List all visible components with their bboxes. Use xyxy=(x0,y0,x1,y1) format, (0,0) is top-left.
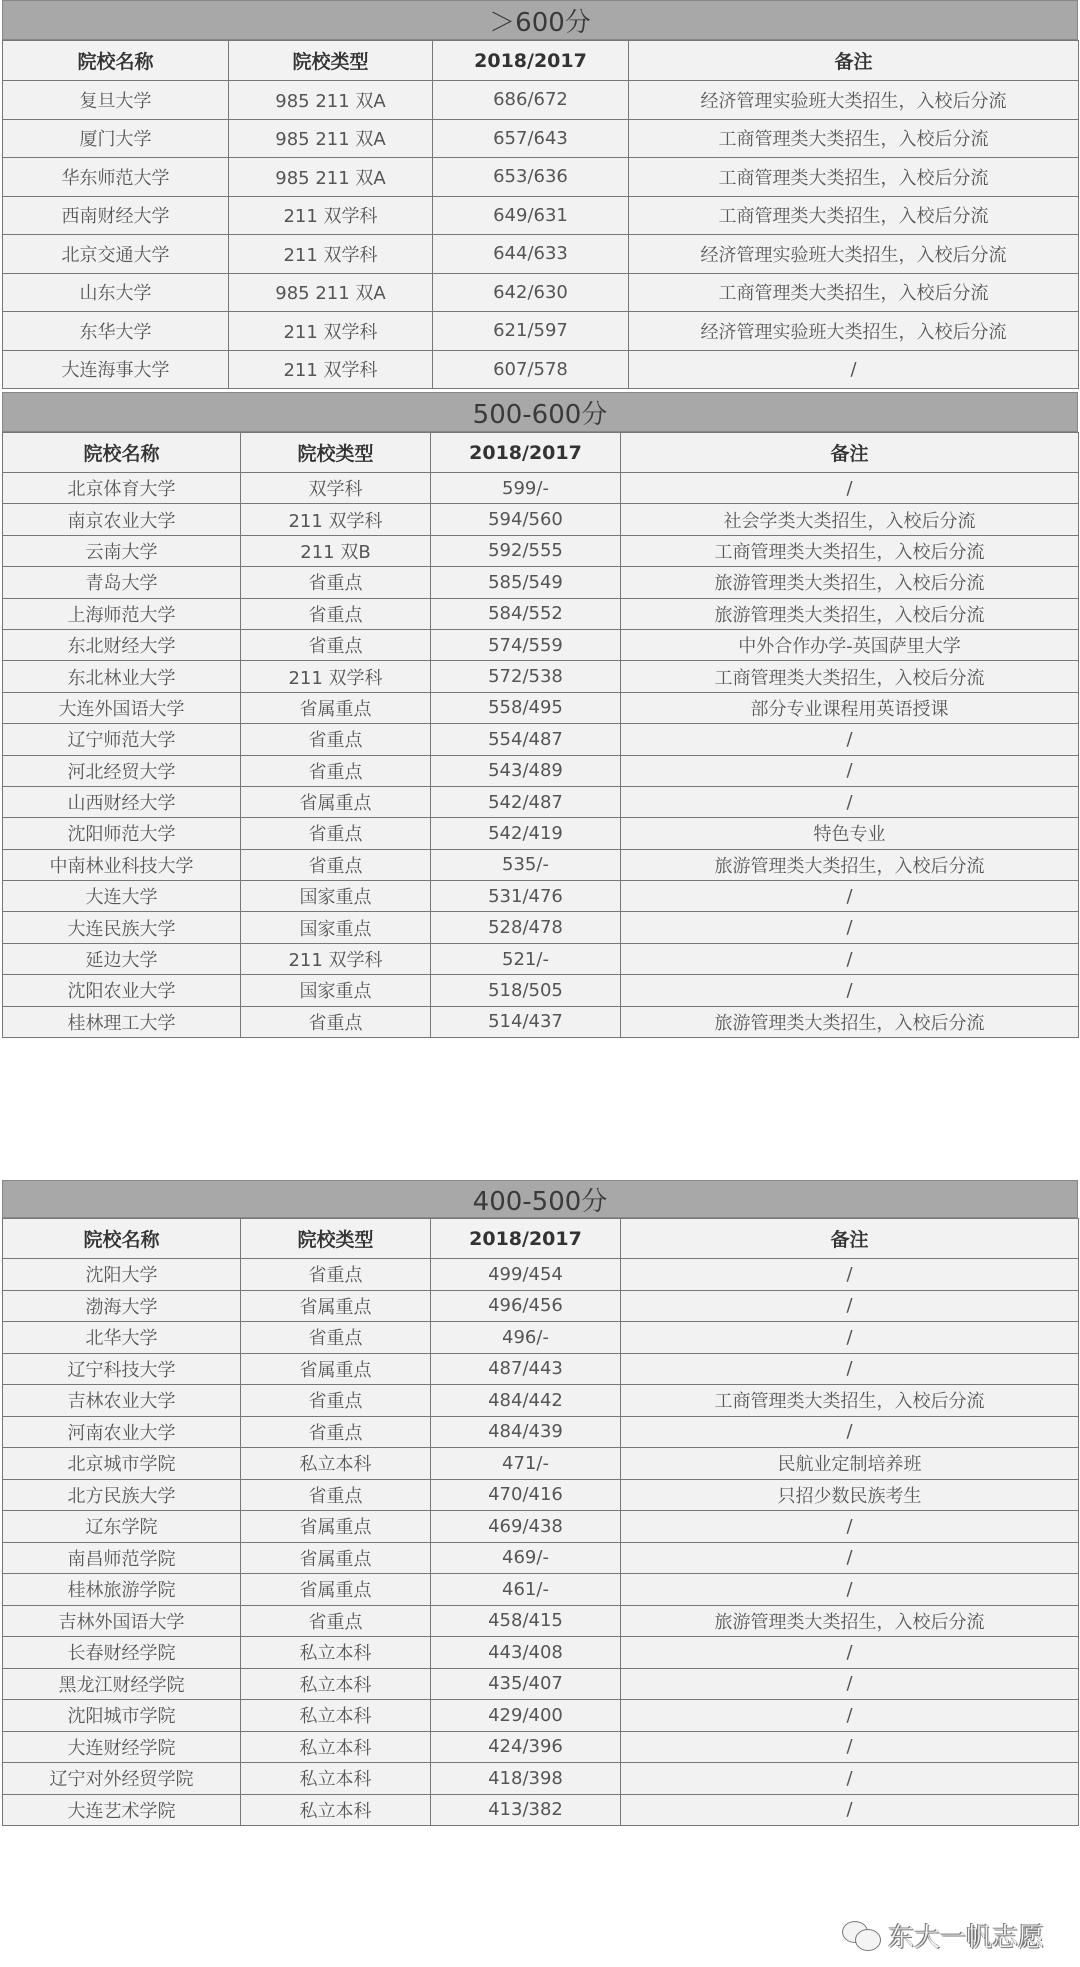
score-2018-2017: 594/560 xyxy=(431,504,621,535)
score-2018-2017: 542/419 xyxy=(431,818,621,849)
score-table xyxy=(2,432,1079,1038)
table-row xyxy=(3,1542,1079,1574)
school-name: 东华大学 xyxy=(3,312,229,351)
column-header-name: 院校名称 xyxy=(3,41,229,81)
column-header-type: 院校类型 xyxy=(241,433,431,473)
score-2018-2017: 657/643 xyxy=(433,119,629,158)
table-header-row xyxy=(3,1219,1079,1259)
school-name: 山东大学 xyxy=(3,273,229,312)
school-name: 沈阳师范大学 xyxy=(3,818,241,849)
school-name: 延边大学 xyxy=(3,943,241,974)
section-title: ＞600分 xyxy=(2,0,1078,40)
score-2018-2017: 531/476 xyxy=(431,881,621,912)
score-2018-2017: 607/578 xyxy=(433,350,629,389)
table-row xyxy=(3,975,1079,1006)
notes: / xyxy=(621,1668,1079,1700)
score-2018-2017: 514/437 xyxy=(431,1006,621,1037)
score-2018-2017: 554/487 xyxy=(431,724,621,755)
school-name: 青岛大学 xyxy=(3,567,241,598)
school-type: 省重点 xyxy=(241,724,431,755)
school-type: 国家重点 xyxy=(241,912,431,943)
score-2018-2017: 574/559 xyxy=(431,629,621,660)
notes: 旅游管理类大类招生，入校后分流 xyxy=(621,849,1079,880)
score-2018-2017: 443/408 xyxy=(431,1637,621,1669)
school-type: 211 双学科 xyxy=(241,943,431,974)
school-type: 双学科 xyxy=(241,473,431,504)
school-type: 省属重点 xyxy=(241,1511,431,1543)
school-type: 省属重点 xyxy=(241,692,431,723)
table-row xyxy=(3,1006,1079,1037)
notes: 工商管理类大类招生，入校后分流 xyxy=(629,119,1079,158)
school-type: 211 双学科 xyxy=(229,235,433,274)
table-row xyxy=(3,1794,1079,1826)
table-row xyxy=(3,849,1079,880)
score-table xyxy=(2,1218,1079,1826)
table-row xyxy=(3,535,1079,566)
score-2018-2017: 543/489 xyxy=(431,755,621,786)
section-500-600 xyxy=(2,392,1078,1038)
school-type: 211 双B xyxy=(241,535,431,566)
score-2018-2017: 471/- xyxy=(431,1448,621,1480)
table-row xyxy=(3,1763,1079,1795)
school-type: 985 211 双A xyxy=(229,273,433,312)
school-name: 河南农业大学 xyxy=(3,1416,241,1448)
school-name: 沈阳大学 xyxy=(3,1259,241,1291)
notes: 工商管理类大类招生，入校后分流 xyxy=(629,158,1079,197)
table-row xyxy=(3,786,1079,817)
school-name: 桂林理工大学 xyxy=(3,1006,241,1037)
table-row xyxy=(3,1700,1079,1732)
school-name: 北华大学 xyxy=(3,1322,241,1354)
school-type: 省属重点 xyxy=(241,786,431,817)
table-row xyxy=(3,1385,1079,1417)
school-name: 吉林外国语大学 xyxy=(3,1605,241,1637)
table-row xyxy=(3,1605,1079,1637)
school-type: 省重点 xyxy=(241,849,431,880)
notes: / xyxy=(621,1511,1079,1543)
notes: 社会学类大类招生，入校后分流 xyxy=(621,504,1079,535)
section-title: 400-500分 xyxy=(2,1180,1078,1218)
table-row xyxy=(3,1479,1079,1511)
table-row xyxy=(3,1290,1079,1322)
table-row xyxy=(3,567,1079,598)
notes: / xyxy=(621,1290,1079,1322)
school-type: 私立本科 xyxy=(241,1731,431,1763)
school-name: 北京交通大学 xyxy=(3,235,229,274)
school-name: 华东师范大学 xyxy=(3,158,229,197)
table-row xyxy=(3,1322,1079,1354)
table-row xyxy=(3,158,1079,197)
table-row xyxy=(3,818,1079,849)
notes: / xyxy=(629,350,1079,389)
table-row xyxy=(3,692,1079,723)
watermark xyxy=(842,1917,1044,1954)
column-header-notes: 备注 xyxy=(621,433,1079,473)
school-type: 省重点 xyxy=(241,1605,431,1637)
school-name: 河北经贸大学 xyxy=(3,755,241,786)
table-row xyxy=(3,1668,1079,1700)
school-type: 省重点 xyxy=(241,818,431,849)
school-type: 省重点 xyxy=(241,567,431,598)
score-2018-2017: 458/415 xyxy=(431,1605,621,1637)
table-header-row xyxy=(3,41,1079,81)
school-name: 南昌师范学院 xyxy=(3,1542,241,1574)
school-type: 国家重点 xyxy=(241,881,431,912)
score-2018-2017: 572/538 xyxy=(431,661,621,692)
score-2018-2017: 621/597 xyxy=(433,312,629,351)
notes: / xyxy=(621,943,1079,974)
school-name: 长春财经学院 xyxy=(3,1637,241,1669)
school-name: 西南财经大学 xyxy=(3,196,229,235)
school-type: 省重点 xyxy=(241,1259,431,1291)
table-row xyxy=(3,473,1079,504)
school-type: 省属重点 xyxy=(241,1542,431,1574)
table-row xyxy=(3,1731,1079,1763)
table-row xyxy=(3,350,1079,389)
notes: 旅游管理类大类招生，入校后分流 xyxy=(621,1605,1079,1637)
school-type: 985 211 双A xyxy=(229,158,433,197)
score-2018-2017: 599/- xyxy=(431,473,621,504)
school-type: 211 双学科 xyxy=(241,504,431,535)
column-header-notes: 备注 xyxy=(629,41,1079,81)
school-name: 南京农业大学 xyxy=(3,504,241,535)
school-type: 省属重点 xyxy=(241,1574,431,1606)
school-name: 大连财经学院 xyxy=(3,1731,241,1763)
school-name: 辽东学院 xyxy=(3,1511,241,1543)
notes: / xyxy=(621,881,1079,912)
notes: 工商管理类大类招生，入校后分流 xyxy=(621,1385,1079,1417)
score-2018-2017: 528/478 xyxy=(431,912,621,943)
score-2018-2017: 521/- xyxy=(431,943,621,974)
notes: 工商管理类大类招生，入校后分流 xyxy=(621,535,1079,566)
school-type: 211 双学科 xyxy=(241,661,431,692)
school-name: 北京体育大学 xyxy=(3,473,241,504)
column-header-score: 2018/2017 xyxy=(433,41,629,81)
school-name: 中南林业科技大学 xyxy=(3,849,241,880)
notes: / xyxy=(621,1637,1079,1669)
notes: 工商管理类大类招生，入校后分流 xyxy=(629,273,1079,312)
score-2018-2017: 413/382 xyxy=(431,1794,621,1826)
section-400-500 xyxy=(2,1180,1078,1826)
score-table xyxy=(2,40,1079,389)
school-type: 省重点 xyxy=(241,629,431,660)
school-type: 省重点 xyxy=(241,755,431,786)
school-name: 桂林旅游学院 xyxy=(3,1574,241,1606)
school-type: 省重点 xyxy=(241,1006,431,1037)
table-row xyxy=(3,196,1079,235)
table-row xyxy=(3,312,1079,351)
column-header-notes: 备注 xyxy=(621,1219,1079,1259)
table-row xyxy=(3,598,1079,629)
notes: 旅游管理类大类招生，入校后分流 xyxy=(621,598,1079,629)
score-2018-2017: 435/407 xyxy=(431,1668,621,1700)
notes: 部分专业课程用英语授课 xyxy=(621,692,1079,723)
notes: 工商管理类大类招生，入校后分流 xyxy=(629,196,1079,235)
table-row xyxy=(3,1511,1079,1543)
school-name: 北京城市学院 xyxy=(3,1448,241,1480)
section-gt600 xyxy=(2,0,1078,389)
school-name: 渤海大学 xyxy=(3,1290,241,1322)
notes: / xyxy=(621,1700,1079,1732)
section-title: 500-600分 xyxy=(2,392,1078,432)
column-header-type: 院校类型 xyxy=(229,41,433,81)
school-type: 省重点 xyxy=(241,1479,431,1511)
column-header-score: 2018/2017 xyxy=(431,433,621,473)
score-2018-2017: 496/456 xyxy=(431,1290,621,1322)
table-header-row xyxy=(3,433,1079,473)
school-name: 大连大学 xyxy=(3,881,241,912)
notes: / xyxy=(621,1794,1079,1826)
notes: / xyxy=(621,1353,1079,1385)
school-name: 北方民族大学 xyxy=(3,1479,241,1511)
school-type: 国家重点 xyxy=(241,975,431,1006)
school-type: 省重点 xyxy=(241,1416,431,1448)
school-name: 上海师范大学 xyxy=(3,598,241,629)
school-name: 厦门大学 xyxy=(3,119,229,158)
score-2018-2017: 644/633 xyxy=(433,235,629,274)
table-row xyxy=(3,1574,1079,1606)
school-type: 211 双学科 xyxy=(229,312,433,351)
table-row xyxy=(3,1637,1079,1669)
school-type: 私立本科 xyxy=(241,1763,431,1795)
school-name: 东北财经大学 xyxy=(3,629,241,660)
wechat-icon xyxy=(842,1921,882,1951)
notes: / xyxy=(621,1574,1079,1606)
notes: 经济管理实验班大类招生，入校后分流 xyxy=(629,312,1079,351)
school-name: 大连民族大学 xyxy=(3,912,241,943)
notes: / xyxy=(621,975,1079,1006)
table-row xyxy=(3,119,1079,158)
school-type: 985 211 双A xyxy=(229,119,433,158)
notes: / xyxy=(621,1322,1079,1354)
notes: 旅游管理类大类招生，入校后分流 xyxy=(621,1006,1079,1037)
table-row xyxy=(3,661,1079,692)
school-name: 云南大学 xyxy=(3,535,241,566)
notes: / xyxy=(621,912,1079,943)
notes: 中外合作办学-英国萨里大学 xyxy=(621,629,1079,660)
score-2018-2017: 499/454 xyxy=(431,1259,621,1291)
table-row xyxy=(3,273,1079,312)
notes: 旅游管理类大类招生，入校后分流 xyxy=(621,567,1079,598)
score-2018-2017: 535/- xyxy=(431,849,621,880)
school-name: 大连海事大学 xyxy=(3,350,229,389)
score-2018-2017: 584/552 xyxy=(431,598,621,629)
notes: 只招少数民族考生 xyxy=(621,1479,1079,1511)
score-2018-2017: 653/636 xyxy=(433,158,629,197)
school-type: 省重点 xyxy=(241,1385,431,1417)
table-row xyxy=(3,943,1079,974)
table-row xyxy=(3,629,1079,660)
score-2018-2017: 487/443 xyxy=(431,1353,621,1385)
score-2018-2017: 469/438 xyxy=(431,1511,621,1543)
school-name: 黑龙江财经学院 xyxy=(3,1668,241,1700)
school-name: 吉林农业大学 xyxy=(3,1385,241,1417)
score-2018-2017: 585/549 xyxy=(431,567,621,598)
notes: / xyxy=(621,1542,1079,1574)
notes: 经济管理实验班大类招生，入校后分流 xyxy=(629,81,1079,120)
school-name: 辽宁对外经贸学院 xyxy=(3,1763,241,1795)
score-2018-2017: 429/400 xyxy=(431,1700,621,1732)
table-row xyxy=(3,1448,1079,1480)
table-row xyxy=(3,1353,1079,1385)
school-type: 省属重点 xyxy=(241,1290,431,1322)
school-name: 复旦大学 xyxy=(3,81,229,120)
school-type: 省重点 xyxy=(241,1322,431,1354)
column-header-type: 院校类型 xyxy=(241,1219,431,1259)
school-type: 私立本科 xyxy=(241,1448,431,1480)
school-type: 私立本科 xyxy=(241,1794,431,1826)
notes: / xyxy=(621,473,1079,504)
score-2018-2017: 558/495 xyxy=(431,692,621,723)
score-2018-2017: 649/631 xyxy=(433,196,629,235)
column-header-name: 院校名称 xyxy=(3,1219,241,1259)
notes: / xyxy=(621,1763,1079,1795)
school-type: 私立本科 xyxy=(241,1637,431,1669)
notes: / xyxy=(621,724,1079,755)
table-row xyxy=(3,724,1079,755)
school-type: 211 双学科 xyxy=(229,350,433,389)
score-2018-2017: 461/- xyxy=(431,1574,621,1606)
school-name: 大连艺术学院 xyxy=(3,1794,241,1826)
school-type: 省重点 xyxy=(241,598,431,629)
school-name: 山西财经大学 xyxy=(3,786,241,817)
column-header-score: 2018/2017 xyxy=(431,1219,621,1259)
score-2018-2017: 418/398 xyxy=(431,1763,621,1795)
score-2018-2017: 484/439 xyxy=(431,1416,621,1448)
notes: 工商管理类大类招生，入校后分流 xyxy=(621,661,1079,692)
score-2018-2017: 642/630 xyxy=(433,273,629,312)
table-row xyxy=(3,755,1079,786)
school-type: 211 双学科 xyxy=(229,196,433,235)
school-name: 辽宁师范大学 xyxy=(3,724,241,755)
notes: 特色专业 xyxy=(621,818,1079,849)
notes: / xyxy=(621,1731,1079,1763)
school-type: 省属重点 xyxy=(241,1353,431,1385)
score-2018-2017: 470/416 xyxy=(431,1479,621,1511)
school-type: 私立本科 xyxy=(241,1700,431,1732)
school-name: 沈阳农业大学 xyxy=(3,975,241,1006)
table-row xyxy=(3,1416,1079,1448)
score-2018-2017: 469/- xyxy=(431,1542,621,1574)
table-row xyxy=(3,881,1079,912)
notes: / xyxy=(621,786,1079,817)
column-header-name: 院校名称 xyxy=(3,433,241,473)
score-2018-2017: 424/396 xyxy=(431,1731,621,1763)
table-row xyxy=(3,81,1079,120)
notes: 经济管理实验班大类招生，入校后分流 xyxy=(629,235,1079,274)
score-2018-2017: 542/487 xyxy=(431,786,621,817)
school-type: 985 211 双A xyxy=(229,81,433,120)
table-row xyxy=(3,504,1079,535)
school-name: 辽宁科技大学 xyxy=(3,1353,241,1385)
school-name: 沈阳城市学院 xyxy=(3,1700,241,1732)
watermark-text: 东大一帆志愿 xyxy=(888,1923,1045,1953)
score-2018-2017: 518/505 xyxy=(431,975,621,1006)
score-2018-2017: 496/- xyxy=(431,1322,621,1354)
notes: / xyxy=(621,755,1079,786)
notes: / xyxy=(621,1416,1079,1448)
score-2018-2017: 686/672 xyxy=(433,81,629,120)
notes: / xyxy=(621,1259,1079,1291)
score-2018-2017: 484/442 xyxy=(431,1385,621,1417)
table-row xyxy=(3,912,1079,943)
school-name: 大连外国语大学 xyxy=(3,692,241,723)
table-row xyxy=(3,1259,1079,1291)
school-name: 东北林业大学 xyxy=(3,661,241,692)
school-type: 私立本科 xyxy=(241,1668,431,1700)
table-row xyxy=(3,235,1079,274)
score-2018-2017: 592/555 xyxy=(431,535,621,566)
notes: 民航业定制培养班 xyxy=(621,1448,1079,1480)
